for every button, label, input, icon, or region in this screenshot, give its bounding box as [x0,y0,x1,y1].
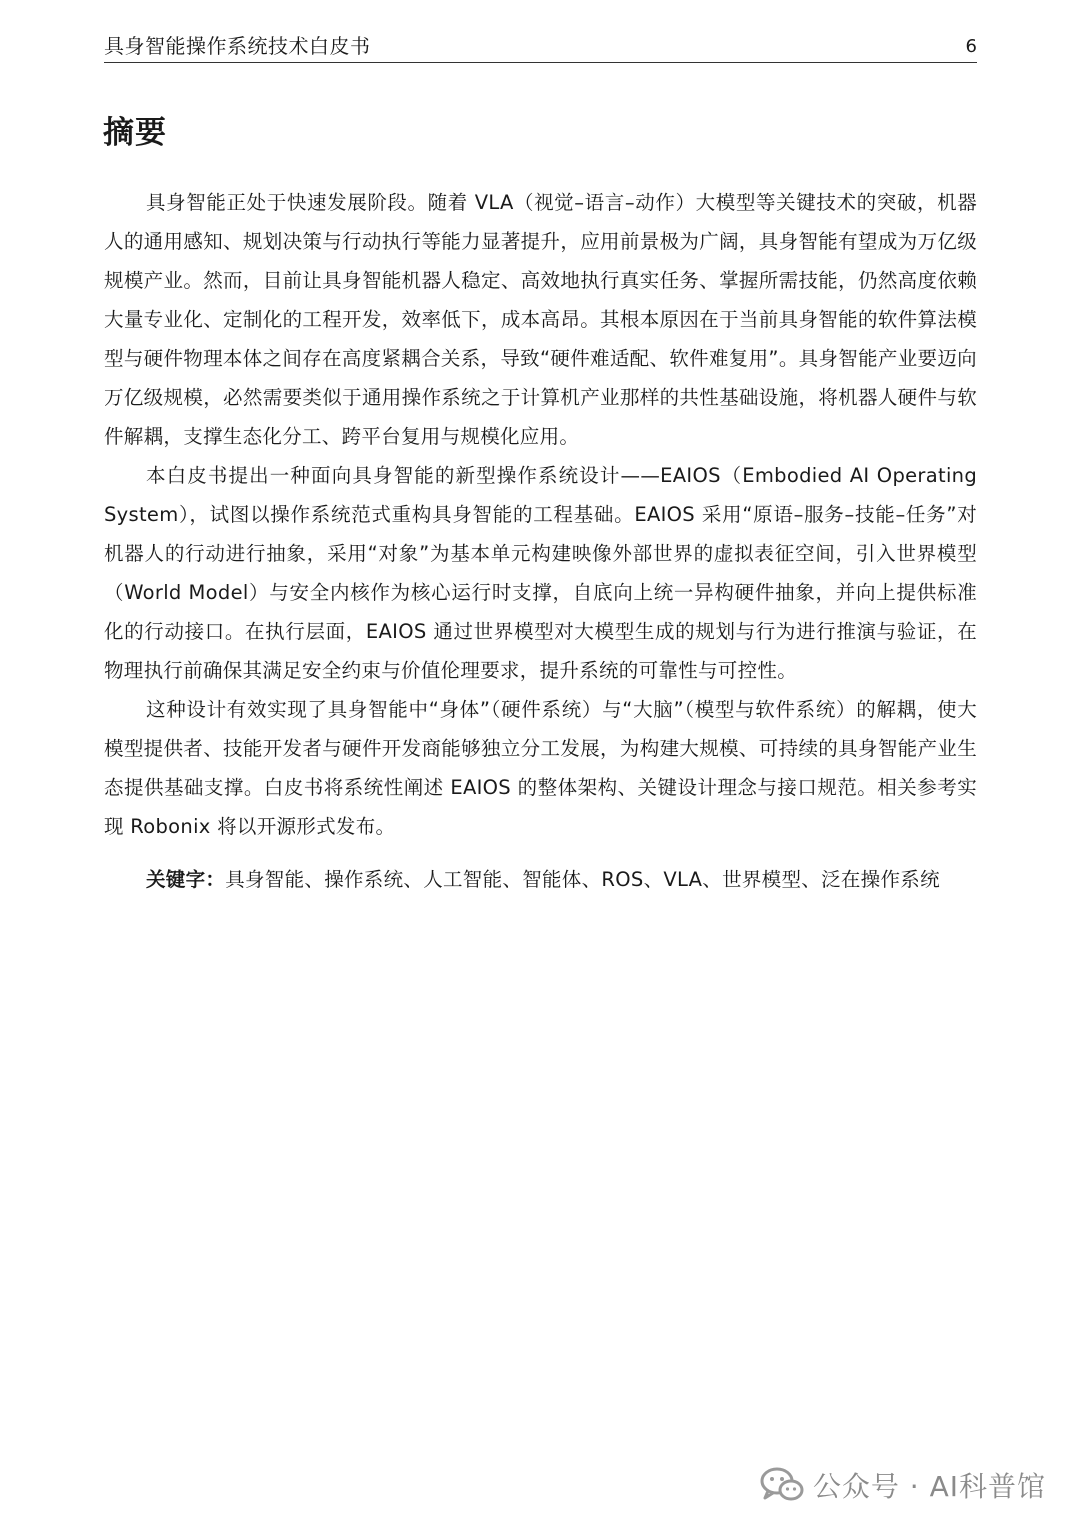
paragraph: 具身智能正处于快速发展阶段。随着 VLA（视觉–语言–动作）大模型等关键技术的突破，机器人的通用感知、规划决策与行动执行等能力显著提升，应用前景极为广阔，具身智能有望成为万亿级规模产业。然而，目前让具身智能机器人稳定、高效地执行真实任务、掌握所需技能，仍然高度依赖大量专业化、定制化的工程开发，效率低下，成本高昂。其根本原因在于当前具身智能的软件算法模型与硬件物理本体之间存在高度紧耦合关系，导致“硬件难适配、软件难复用”。具身智能产业要迈向万亿级规模，必然需要类似于通用操作系统之于计算机产业那样的共性基础设施，将机器人硬件与软件解耦，支撑生态化分工、跨平台复用与规模化应用。 [104,191,977,448]
wechat-icon [759,1465,805,1505]
keywords-text: 具身智能、操作系统、人工智能、智能体、ROS、VLA、世界模型、泛在操作系统 [225,868,940,891]
abstract-body [104,183,977,899]
keywords-label: 关键字： [146,868,226,891]
page-number: 6 [965,36,977,57]
page-header [104,32,977,63]
paragraph: 本白皮书提出一种面向具身智能的新型操作系统设计——EAIOS（Embodied AI Operating System），试图以操作系统范式重构具身智能的工程基础。EAIOS 采用“原语–服务–技能–任务”对机器人的行动进行抽象，采用“对象”为基本单元构建映像外部世界的虚拟表征空间，引入世界模型（World Model）与安全内核作为核心运行时支撑，自底向上统一异构硬件抽象，并向上提供标准化的行动接口。在执行层面，EAIOS 通过世界模型对大模型生成的规划与行为进行推演与验证，在物理执行前确保其满足安全约束与价值伦理要求，提升系统的可靠性与可控性。 [104,464,977,682]
watermark-text: 公众号 · AI科普馆 [812,1470,1046,1503]
paragraph: 这种设计有效实现了具身智能中“身体”（硬件系统）与“大脑”（模型与软件系统）的解耦，使大模型提供者、技能开发者与硬件开发商能够独立分工发展，为构建大规模、可持续的具身智能产业生态提供基础支撑。白皮书将系统性阐述 EAIOS 的整体架构、关键设计理念与接口规范。相关参考实现 Robonix 将以开源形式发布。 [104,698,977,838]
keywords-line [104,860,977,899]
section-title: 摘要 [103,115,167,151]
watermark [759,1461,1046,1509]
document-title: 具身智能操作系统技术白皮书 [104,34,371,58]
